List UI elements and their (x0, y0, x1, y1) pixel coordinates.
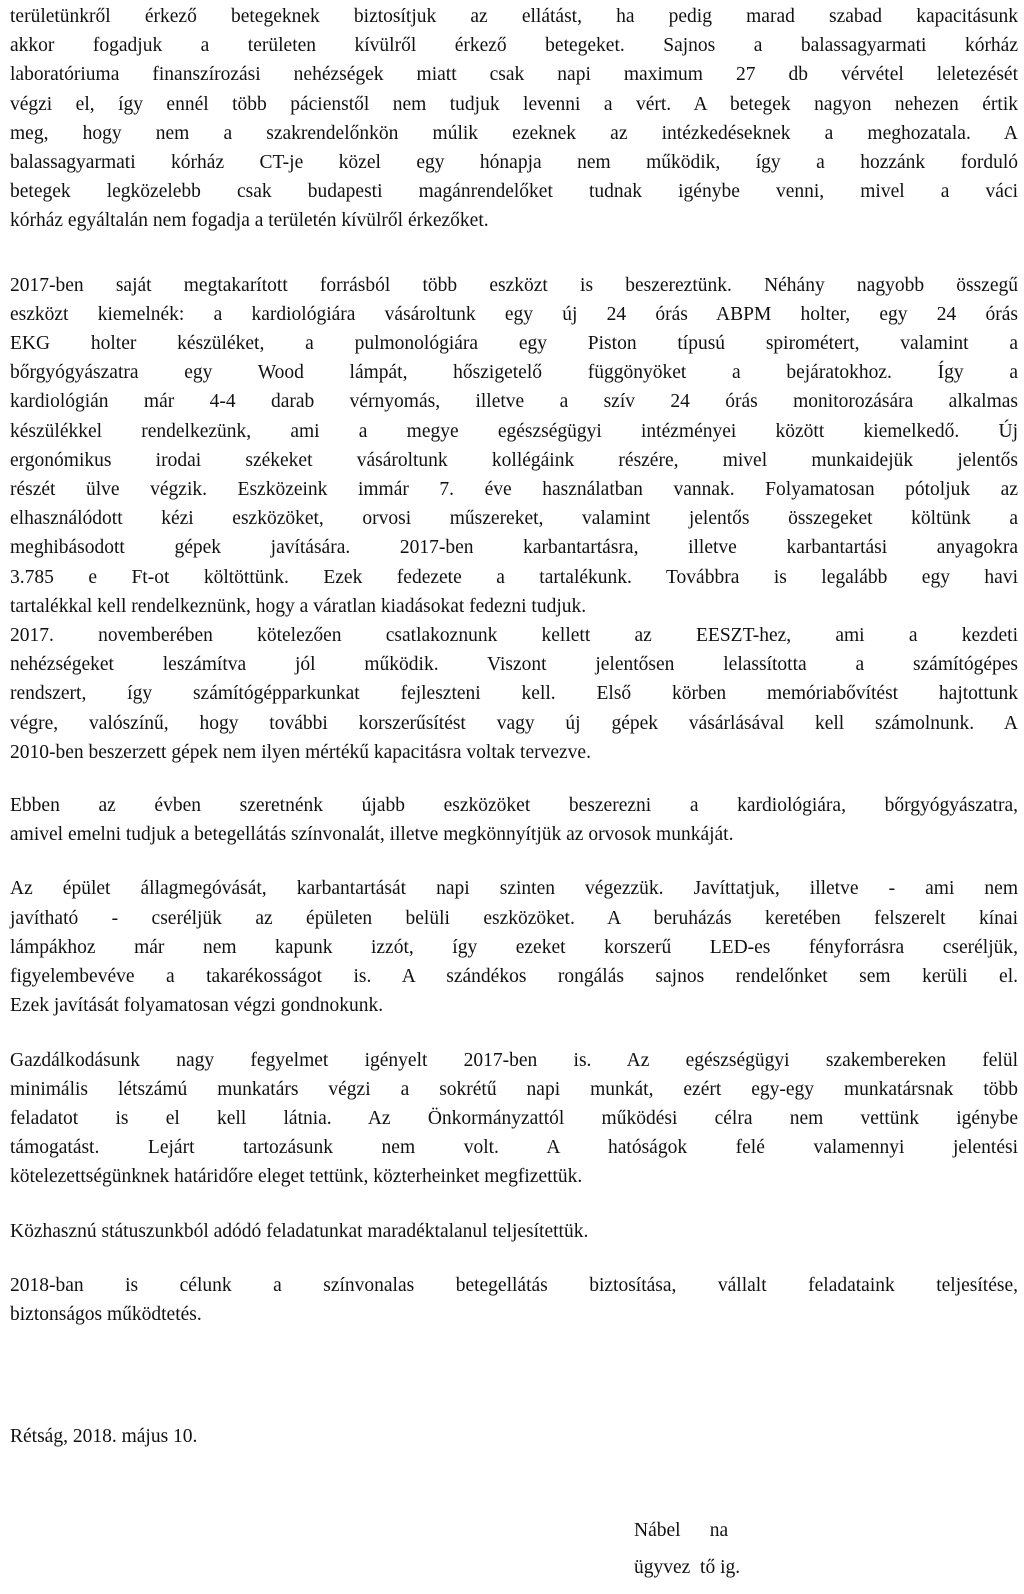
text-line: meg, hogy nem a szakrendelőnkön múlik ezeknek az intézkedéseknek a meghozatala. A (10, 122, 1018, 144)
text-line: készülékkel rendelkezünk, ami a megye egészségügyi intézményei között kiemelkedő. Új (10, 420, 1018, 442)
text-line: kardiológián már 4-4 darab vérnyomás, illetve a szív 24 órás monitorozására alkalmas (10, 391, 1018, 413)
text-line: EKG holter készüléket, a pulmonológiára egy Piston típusú spirométert, valamint a (10, 333, 1018, 355)
text-line: elhasználódott kézi eszközöket, orvosi műszereket, valamint jelentős összegeket költünk a (10, 508, 1018, 530)
text-line: feladatot is el kell látnia. Az Önkormányzattól működési célra nem vettünk igénybe (10, 1107, 1018, 1129)
text-line: amivel emelni tudjuk a betegellátás színvonalát, illetve megkönnyítjük az orvosok munkáját. (10, 824, 734, 846)
text-line: figyelembevéve a takarékosságot is. A szándékos rongálás sajnos rendelőnket sem kerüli el. (10, 966, 1018, 988)
place-and-date: Rétság, 2018. május 10. (10, 1426, 198, 1447)
paragraph-eeszt-it (10, 621, 1018, 767)
text-line: ergonómikus irodai székeket vásároltunk kollégáink részére, mivel munkaidejük jelentős (10, 449, 1018, 471)
text-line: Ezek javítását folyamatosan végzi gondnokunk. (10, 995, 384, 1017)
text-line: laboratóriuma finanszírozási nehézségek miatt csak napi maximum 27 db vérvétel leletezését (10, 64, 1018, 86)
text-line: javítható - cseréljük az épületen belüli eszközöket. A beruházás keretében felszerelt kínai (10, 907, 1018, 929)
signature-title: ügyvez tő ig. (634, 1557, 741, 1578)
text-line: eszközt kiemelnék: a kardiológiára vásároltunk egy új 24 órás ABPM holter, egy 24 órás (10, 303, 1018, 325)
text-line: 2017-ben saját megtakarított forrásból több eszközt is beszereztünk. Néhány nagyobb összegű (10, 274, 1018, 296)
text-line: támogatást. Lejárt tartozásunk nem volt. A hatóságok felé valamennyi jelentési (10, 1137, 1018, 1159)
text-line: Közhasznú státuszunkból adódó feladatunkat maradéktalanul teljesítettük. (10, 1220, 589, 1242)
paragraph-referral-and-lab (10, 2, 1018, 236)
text-line: rendszert, így számítógépparkunkat fejleszteni kell. Első körben memóriabővítést hajtottunk (10, 683, 1018, 705)
paragraph-public-benefit-status (10, 1217, 1018, 1246)
text-line: biztonságos működtetés. (10, 1303, 202, 1325)
text-line: Ebben az évben szeretnénk újabb eszközöket beszerezni a kardiológiára, bőrgyógyászatra, (10, 795, 1018, 817)
text-line: Az épület állagmegóvását, karbantartását napi szinten végezzük. Javíttatjuk, illetve - ami nem (10, 878, 1018, 900)
text-line: részét ülve végzik. Eszközeink immár 7. éve használatban vannak. Folyamatosan pótoljuk az (10, 479, 1018, 501)
paragraph-equipment-purchases (10, 271, 1018, 621)
text-line: lámpákhoz már nem kapunk izzót, így ezeket korszerű LED-es fényforrásra cseréljük, (10, 936, 1018, 958)
text-line: nehézségeket leszámítva jól működik. Viszont jelentősen lelassította a számítógépes (10, 654, 1018, 676)
text-line: végre, valószínű, hogy további korszerűsítést vagy új gépek vásárlásával kell számolnunk. A (10, 712, 1018, 734)
text-line: területünkről érkező betegeknek biztosítjuk az ellátást, ha pedig marad szabad kapacitásunk (10, 6, 1018, 27)
paragraph-financial-management (10, 1046, 1018, 1192)
text-line: 2010-ben beszerzett gépek nem ilyen mértékű kapacitásra voltak tervezve. (10, 741, 591, 763)
signature-name: Nábel na (634, 1520, 729, 1541)
paragraph-future-equipment (10, 791, 1018, 849)
signature-block (634, 1512, 740, 1586)
text-line: kórház egyáltalán nem fogadja a területén kívülről érkezőket. (10, 210, 489, 232)
paragraph-2018-goals (10, 1271, 1018, 1329)
text-line: végzi el, így ennél több pácienstől nem tudjuk levenni a vért. A betegek nagyon nehezen értik (10, 93, 1018, 115)
text-line: Gazdálkodásunk nagy fegyelmet igényelt 2017-ben is. Az egészségügyi szakembereken felül (10, 1049, 1018, 1071)
text-line: bőrgyógyászatra egy Wood lámpát, hőszigetelő függönyöket a bejáratokhoz. Így a (10, 362, 1018, 384)
text-line: minimális létszámú munkatárs végzi a sokrétű napi munkát, ezért egy-egy munkatársnak több (10, 1078, 1018, 1100)
paragraph-building-maintenance (10, 874, 1018, 1020)
document-body (10, 2, 1018, 1329)
text-line: 2018-ban is célunk a színvonalas betegellátás biztosítása, vállalt feladataink teljesítése, (10, 1274, 1018, 1296)
text-line: meghibásodott gépek javítására. 2017-ben karbantartásra, illetve karbantartási anyagokra (10, 537, 1018, 559)
text-line: 2017. novemberében kötelezően csatlakoznunk kellett az EESZT-hez, ami a kezdeti (10, 625, 1018, 647)
text-line: tartalékkal kell rendelkeznünk, hogy a váratlan kiadásokat fedezni tudjuk. (10, 595, 587, 617)
text-line: akkor fogadjuk a területen kívülről érkező betegeket. Sajnos a balassagyarmati kórház (10, 35, 1018, 57)
text-line: betegek legközelebb csak budapesti magánrendelőket tudnak igénybe venni, mivel a váci (10, 181, 1018, 203)
text-line: 3.785 e Ft-ot költöttünk. Ezek fedezete a tartalékunk. Továbbra is legalább egy havi (10, 566, 1018, 588)
text-line: balassagyarmati kórház CT-je közel egy hónapja nem működik, így a hozzánk forduló (10, 152, 1018, 174)
text-line: kötelezettségünknek határidőre eleget tettünk, közterheinket megfizettük. (10, 1166, 583, 1188)
